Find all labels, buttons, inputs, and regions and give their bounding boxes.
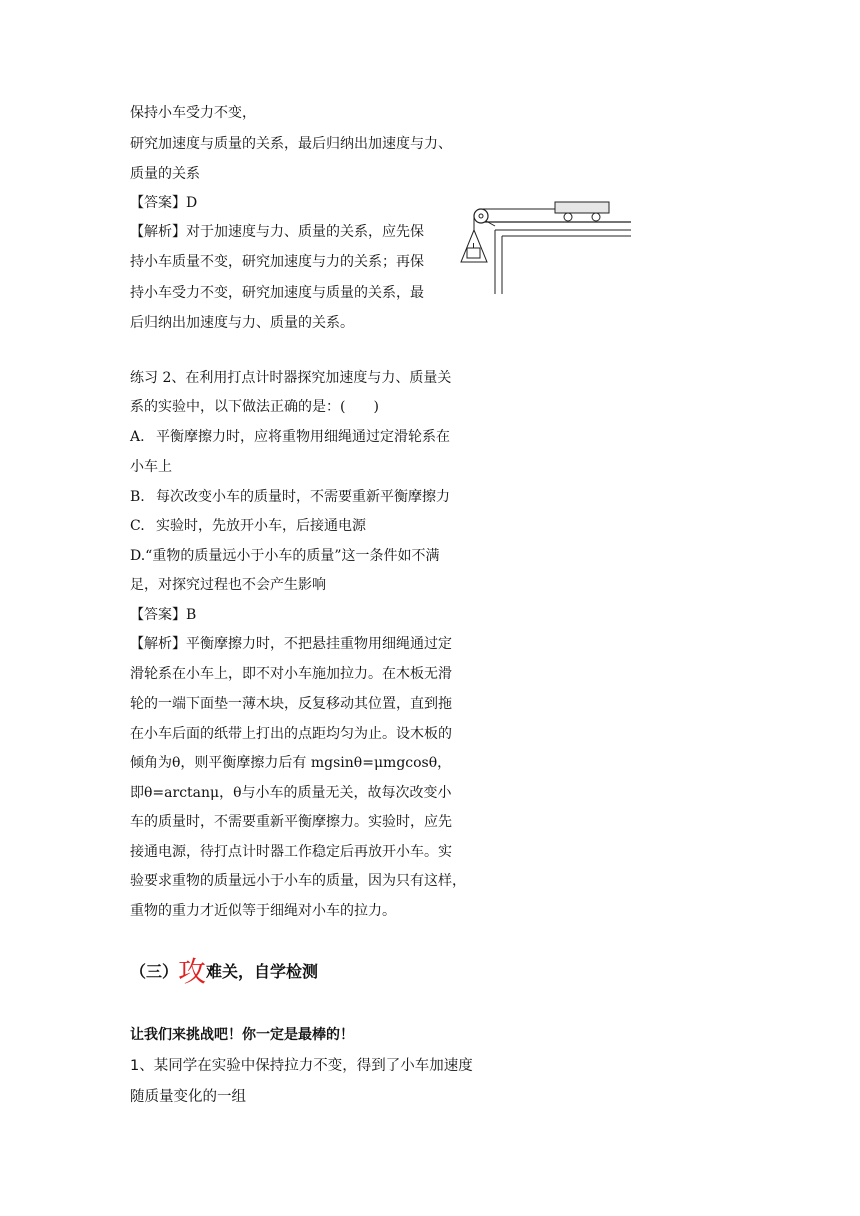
question-line: 系的实验中，以下做法正确的是：( )	[130, 399, 379, 415]
question-line: 随质量变化的一组	[130, 1089, 246, 1105]
section-heading: （三）攻难关，自学检测	[130, 955, 319, 988]
option-d: D.“重物的质量远小于小车的质量”这一条件如不满	[130, 548, 440, 564]
option-d-continued: 足，对探究过程也不会产生影响	[130, 577, 326, 593]
analysis-line: 【解析】平衡摩擦力时，不把悬挂重物用细绳通过定	[130, 636, 452, 652]
analysis-line: 倾角为θ，则平衡摩擦力后有 mgsinθ=μmgcosθ，	[130, 755, 452, 771]
pulley-axle	[479, 214, 483, 218]
analysis-line: 后归纳出加速度与力、质量的关系。	[130, 315, 354, 331]
analysis-line: 在小车后面的纸带上打出的点距均匀为止。设木板的	[130, 726, 452, 742]
option-a: A. 平衡摩擦力时，应将重物用细绳通过定滑轮系在	[130, 429, 450, 445]
analysis-line: 接通电源，待打点计时器工作稳定后再放开小车。实	[130, 844, 452, 860]
cart-pulley-diagram	[455, 196, 635, 296]
text-line: 保持小车受力不变，	[130, 105, 256, 121]
analysis-line: 【解析】对于加速度与力、质量的关系，应先保	[130, 224, 424, 240]
analysis-line: 持小车质量不变，研究加速度与力的关系；再保	[130, 254, 424, 270]
option-b: B. 每次改变小车的质量时，不需要重新平衡摩擦力	[130, 489, 450, 505]
question-line: 1、某同学在实验中保持拉力不变，得到了小车加速度	[130, 1058, 473, 1074]
analysis-line: 轮的一端下面垫一薄木块，反复移动其位置，直到拖	[130, 696, 452, 712]
analysis-line: 验要求重物的质量远小于小车的质量，因为只有这样，	[130, 873, 466, 889]
cart-wheel	[592, 213, 600, 221]
analysis-line: 重物的重力才近似等于细绳对小车的拉力。	[130, 903, 396, 919]
analysis-line: 持小车受力不变，研究加速度与质量的关系，最	[130, 285, 424, 301]
text-line: 研究加速度与质量的关系，最后归纳出加速度与力、	[130, 136, 452, 152]
cart-wheel	[564, 213, 572, 221]
option-a-continued: 小车上	[130, 459, 172, 475]
weight-block	[467, 248, 480, 258]
challenge-line: 让我们来挑战吧！你一定是最棒的！	[130, 1027, 354, 1043]
answer-label: 【答案】B	[130, 607, 197, 623]
question-line: 练习 2、在利用打点计时器探究加速度与力、质量关	[130, 370, 452, 386]
analysis-line: 车的质量时，不需要重新平衡摩擦力。实验时，应先	[130, 814, 452, 830]
option-c: C. 实验时，先放开小车，后接通电源	[130, 518, 366, 534]
cart-body	[555, 202, 609, 213]
analysis-line: 滑轮系在小车上，即不对小车施加拉力。在木板无滑	[130, 666, 452, 682]
section-heading-emphasis: 攻	[178, 955, 207, 988]
answer-label: 【答案】D	[130, 195, 198, 211]
text-line: 质量的关系	[130, 166, 200, 182]
analysis-line: 即θ=arctanμ，θ与小车的质量无关，故每次改变小	[130, 785, 452, 801]
